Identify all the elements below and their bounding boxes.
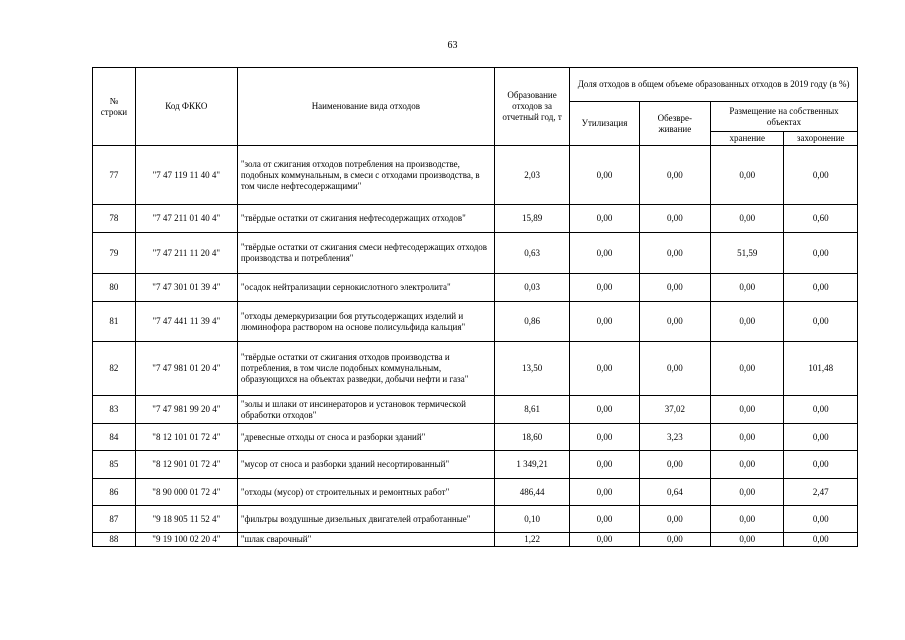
table-row xyxy=(93,302,858,342)
waste-name: "твёрдые остатки от сжигания отходов производства и потребления, в том числе подобных коммунальным, образующихся на объектах разведки, добычи нефти и газа" xyxy=(237,342,494,396)
storage-value: 0,00 xyxy=(711,424,784,451)
waste-name: "золы и шлаки от инсинераторов и установок термической обработки отходов" xyxy=(237,396,494,424)
waste-name: "фильтры воздушные дизельных двигателей отработанные" xyxy=(237,506,494,533)
header-row-no: № строки xyxy=(93,68,136,146)
row-number: 80 xyxy=(93,274,136,302)
row-number: 79 xyxy=(93,233,136,274)
generation-value: 1 349,21 xyxy=(494,451,569,479)
header-neutralization: Обезвре-живание xyxy=(639,102,710,146)
generation-value: 486,44 xyxy=(494,479,569,506)
header-burial: захоронение xyxy=(784,132,858,146)
utilization-value: 0,00 xyxy=(570,233,639,274)
storage-value: 0,00 xyxy=(711,506,784,533)
fkko-code: "7 47 981 01 20 4" xyxy=(135,342,237,396)
table-header xyxy=(93,68,858,146)
utilization-value: 0,00 xyxy=(570,479,639,506)
fkko-code: "7 47 211 11 20 4" xyxy=(135,233,237,274)
waste-name: "шлак сварочный" xyxy=(237,533,494,547)
generation-value: 1,22 xyxy=(494,533,569,547)
generation-value: 0,86 xyxy=(494,302,569,342)
row-number: 83 xyxy=(93,396,136,424)
utilization-value: 0,00 xyxy=(570,533,639,547)
waste-name: "отходы (мусор) от строительных и ремонтных работ" xyxy=(237,479,494,506)
waste-name: "отходы демеркуризации боя ртутьсодержащих изделий и люминофора раствором на основе полисульфида кальция" xyxy=(237,302,494,342)
utilization-value: 0,00 xyxy=(570,274,639,302)
table-row xyxy=(93,205,858,233)
generation-value: 18,60 xyxy=(494,424,569,451)
header-fkko-code: Код ФККО xyxy=(135,68,237,146)
generation-value: 0,63 xyxy=(494,233,569,274)
neutralization-value: 0,00 xyxy=(639,146,710,205)
neutralization-value: 0,00 xyxy=(639,451,710,479)
generation-value: 0,03 xyxy=(494,274,569,302)
table-row xyxy=(93,342,858,396)
row-number: 88 xyxy=(93,533,136,547)
neutralization-value: 0,00 xyxy=(639,274,710,302)
neutralization-value: 0,00 xyxy=(639,533,710,547)
fkko-code: "9 19 100 02 20 4" xyxy=(135,533,237,547)
header-utilization: Утилизация xyxy=(570,102,639,146)
utilization-value: 0,00 xyxy=(570,146,639,205)
burial-value: 0,00 xyxy=(784,506,858,533)
burial-value: 0,00 xyxy=(784,302,858,342)
table-row xyxy=(93,146,858,205)
row-number: 86 xyxy=(93,479,136,506)
storage-value: 0,00 xyxy=(711,205,784,233)
table-row xyxy=(93,506,858,533)
storage-value: 0,00 xyxy=(711,479,784,506)
storage-value: 0,00 xyxy=(711,274,784,302)
burial-value: 2,47 xyxy=(784,479,858,506)
utilization-value: 0,00 xyxy=(570,424,639,451)
utilization-value: 0,00 xyxy=(570,396,639,424)
row-number: 77 xyxy=(93,146,136,205)
fkko-code: "7 47 441 11 39 4" xyxy=(135,302,237,342)
neutralization-value: 37,02 xyxy=(639,396,710,424)
burial-value: 101,48 xyxy=(784,342,858,396)
neutralization-value: 0,64 xyxy=(639,479,710,506)
page-number: 63 xyxy=(447,40,458,51)
waste-name: "зола от сжигания отходов потребления на производстве, подобных коммунальным, в смеси с отходами производства, в том числе нефтесодержащими" xyxy=(237,146,494,205)
waste-name: "мусор от сноса и разборки зданий несортированный" xyxy=(237,451,494,479)
burial-value: 0,60 xyxy=(784,205,858,233)
table-row xyxy=(93,274,858,302)
generation-value: 2,03 xyxy=(494,146,569,205)
utilization-value: 0,00 xyxy=(570,451,639,479)
table-body xyxy=(93,146,858,547)
waste-name: "твёрдые остатки от сжигания нефтесодержащих отходов" xyxy=(237,205,494,233)
header-placement: Размещение на собственных объектах xyxy=(711,102,858,132)
utilization-value: 0,00 xyxy=(570,342,639,396)
row-number: 82 xyxy=(93,342,136,396)
burial-value: 0,00 xyxy=(784,233,858,274)
row-number: 87 xyxy=(93,506,136,533)
storage-value: 0,00 xyxy=(711,533,784,547)
header-storage: хранение xyxy=(711,132,784,146)
neutralization-value: 3,23 xyxy=(639,424,710,451)
waste-name: "осадок нейтрализации сернокислотного электролита" xyxy=(237,274,494,302)
burial-value: 0,00 xyxy=(784,146,858,205)
waste-table xyxy=(92,67,858,547)
table-row xyxy=(93,424,858,451)
storage-value: 0,00 xyxy=(711,396,784,424)
table-row xyxy=(93,396,858,424)
storage-value: 0,00 xyxy=(711,302,784,342)
fkko-code: "7 47 301 01 39 4" xyxy=(135,274,237,302)
fkko-code: "8 90 000 01 72 4" xyxy=(135,479,237,506)
storage-value: 51,59 xyxy=(711,233,784,274)
table-row xyxy=(93,533,858,547)
table-row xyxy=(93,233,858,274)
waste-name: "твёрдые остатки от сжигания смеси нефтесодержащих отходов производства и потребления" xyxy=(237,233,494,274)
row-number: 78 xyxy=(93,205,136,233)
storage-value: 0,00 xyxy=(711,146,784,205)
neutralization-value: 0,00 xyxy=(639,205,710,233)
header-waste-name: Наименование вида отходов xyxy=(237,68,494,146)
neutralization-value: 0,00 xyxy=(639,342,710,396)
table-row xyxy=(93,451,858,479)
fkko-code: "8 12 101 01 72 4" xyxy=(135,424,237,451)
row-number: 84 xyxy=(93,424,136,451)
burial-value: 0,00 xyxy=(784,274,858,302)
utilization-value: 0,00 xyxy=(570,205,639,233)
burial-value: 0,00 xyxy=(784,533,858,547)
storage-value: 0,00 xyxy=(711,451,784,479)
header-share-group: Доля отходов в общем объеме образованных отходов в 2019 году (в %) xyxy=(570,68,858,102)
header-generation: Образование отходов за отчетный год, т xyxy=(494,68,569,146)
generation-value: 0,10 xyxy=(494,506,569,533)
generation-value: 8,61 xyxy=(494,396,569,424)
waste-name: "древесные отходы от сноса и разборки зданий" xyxy=(237,424,494,451)
neutralization-value: 0,00 xyxy=(639,233,710,274)
neutralization-value: 0,00 xyxy=(639,506,710,533)
utilization-value: 0,00 xyxy=(570,302,639,342)
row-number: 85 xyxy=(93,451,136,479)
fkko-code: "9 18 905 11 52 4" xyxy=(135,506,237,533)
table-row xyxy=(93,479,858,506)
burial-value: 0,00 xyxy=(784,451,858,479)
generation-value: 15,89 xyxy=(494,205,569,233)
fkko-code: "8 12 901 01 72 4" xyxy=(135,451,237,479)
neutralization-value: 0,00 xyxy=(639,302,710,342)
fkko-code: "7 47 211 01 40 4" xyxy=(135,205,237,233)
generation-value: 13,50 xyxy=(494,342,569,396)
fkko-code: "7 47 981 99 20 4" xyxy=(135,396,237,424)
burial-value: 0,00 xyxy=(784,424,858,451)
row-number: 81 xyxy=(93,302,136,342)
utilization-value: 0,00 xyxy=(570,506,639,533)
burial-value: 0,00 xyxy=(784,396,858,424)
fkko-code: "7 47 119 11 40 4" xyxy=(135,146,237,205)
storage-value: 0,00 xyxy=(711,342,784,396)
